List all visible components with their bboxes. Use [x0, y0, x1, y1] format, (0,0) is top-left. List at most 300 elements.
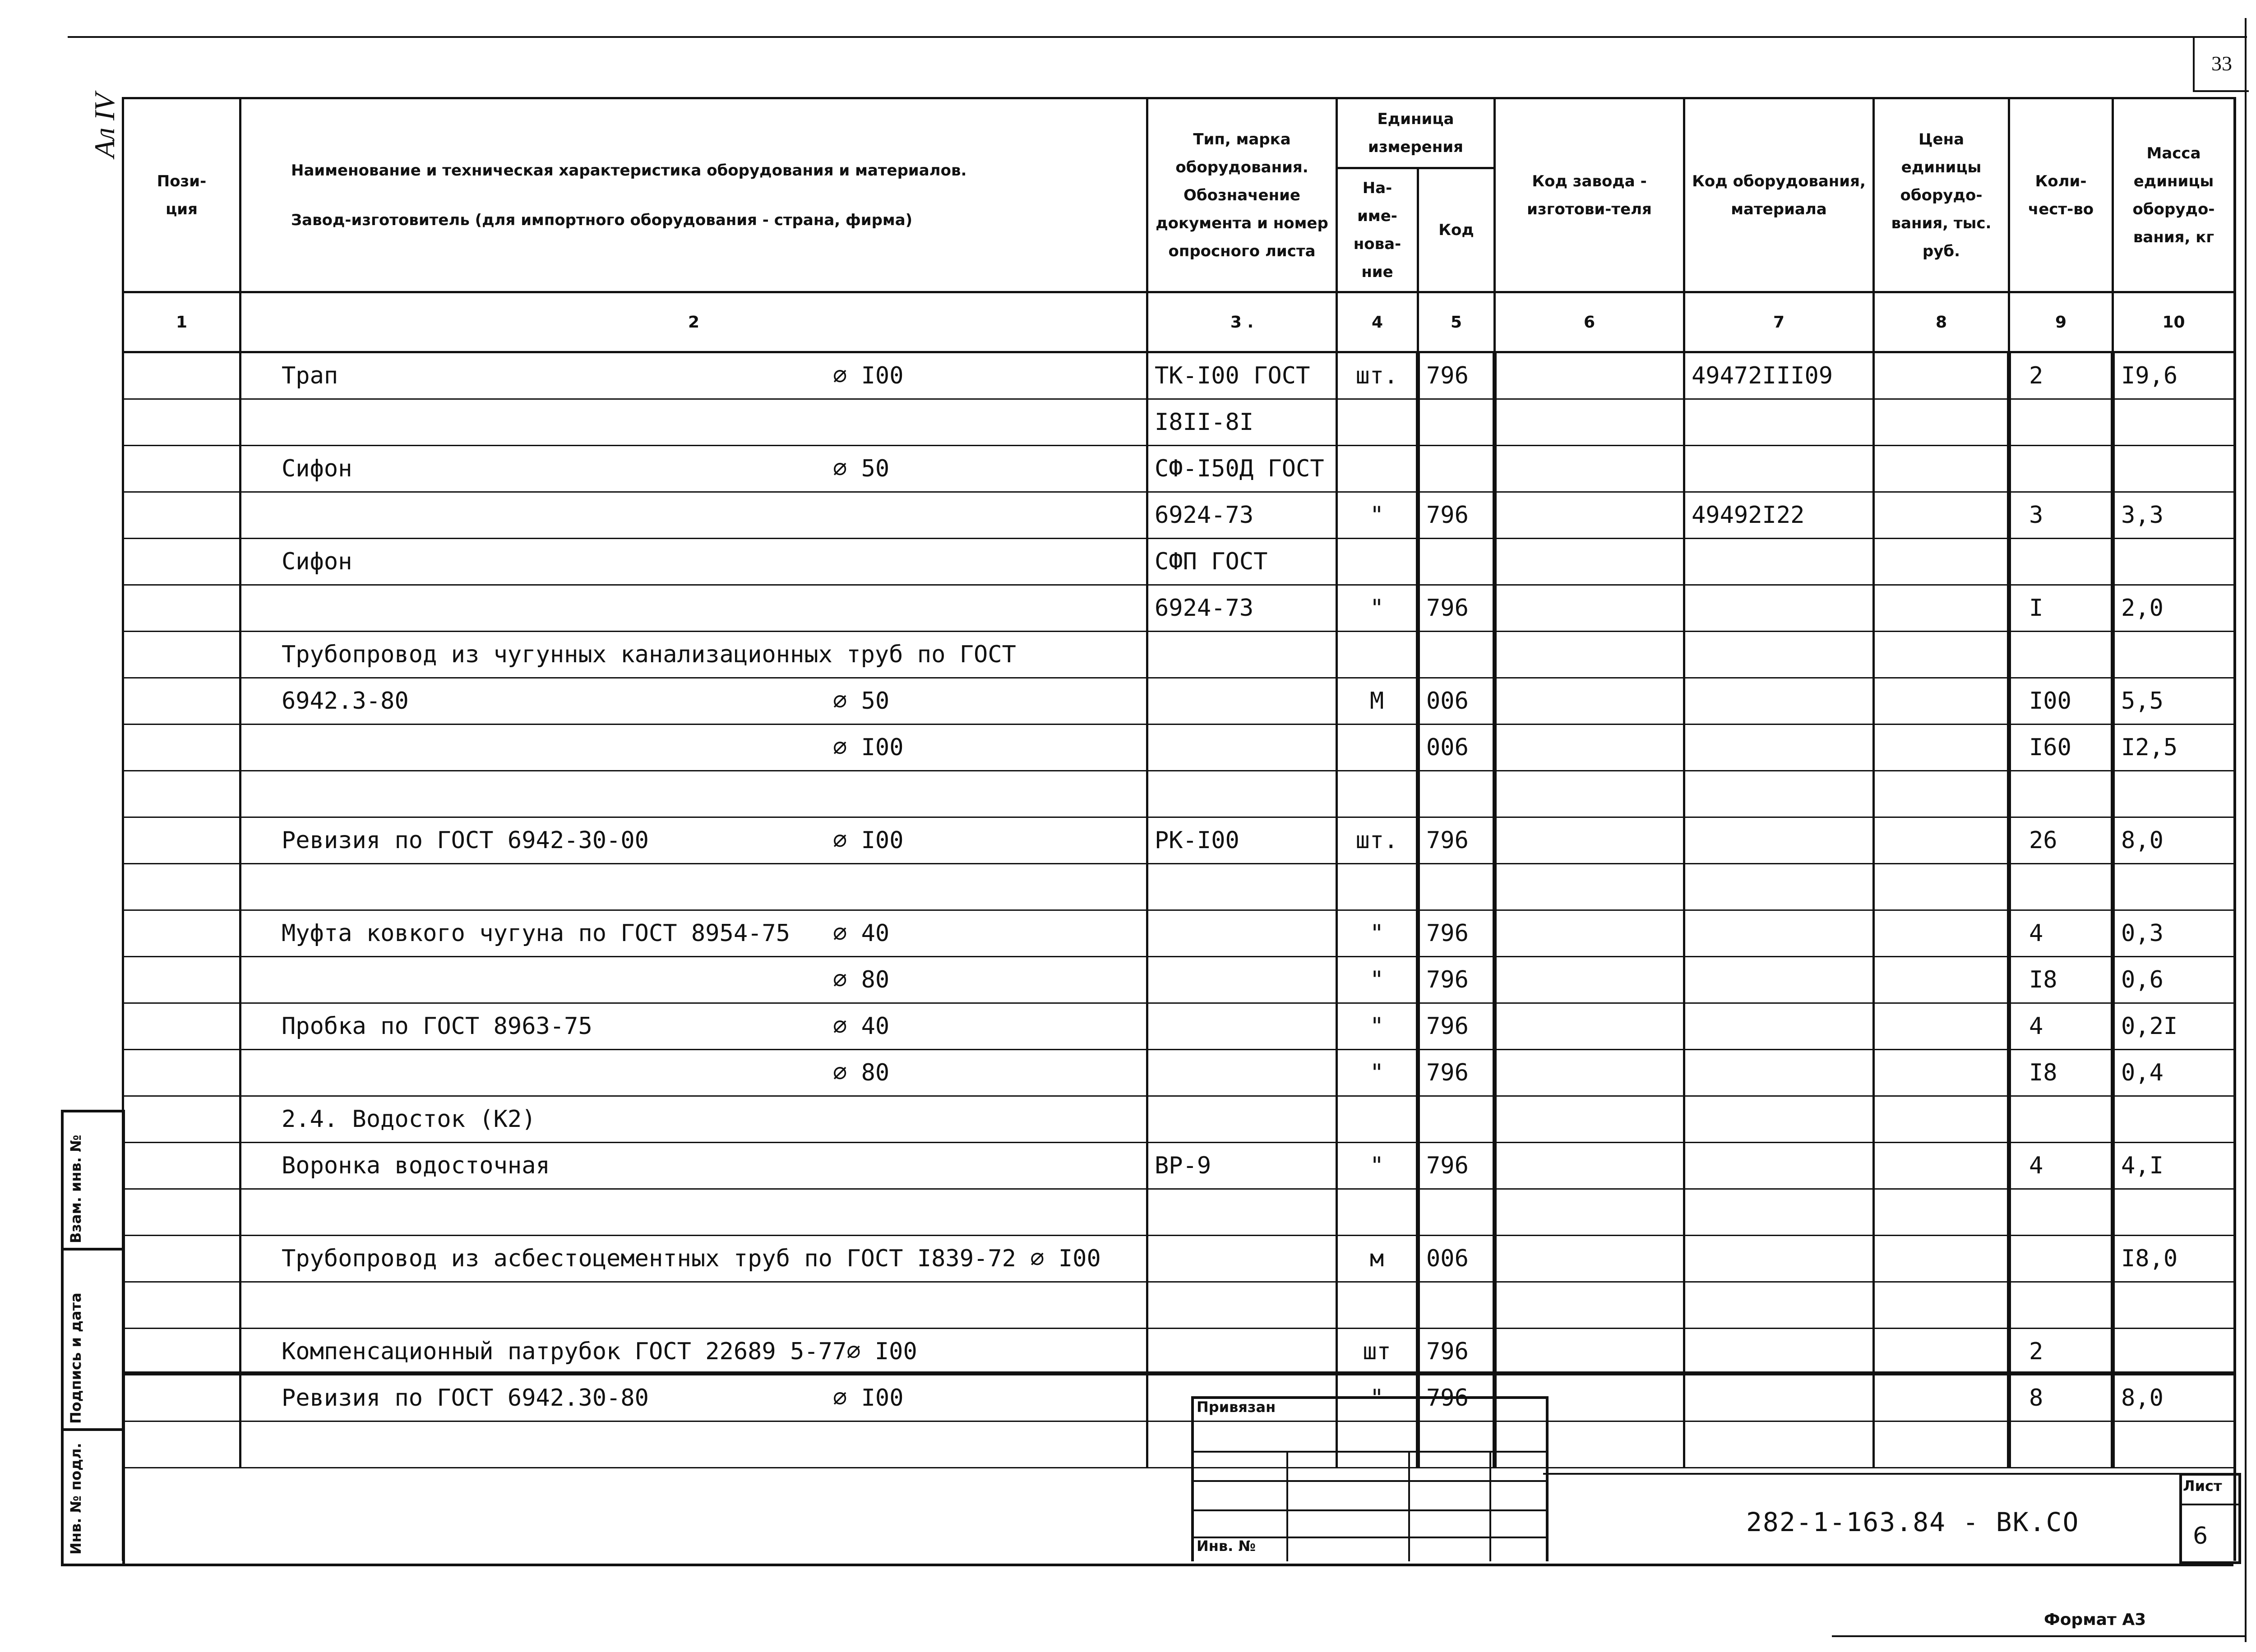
item-diameter: ∅ 40	[833, 1013, 890, 1040]
position-cell	[123, 864, 240, 910]
item-name: Муфта ковкого чугуна по ГОСТ 8954-75	[282, 920, 791, 947]
unit-code-cell: 796	[1418, 352, 1495, 399]
name-cell	[240, 1329, 1147, 1375]
name-cell	[240, 724, 1147, 771]
factory-code-cell	[1495, 352, 1684, 399]
type-cell: РК-I00	[1147, 817, 1337, 864]
item-diameter	[1101, 1245, 1147, 1272]
name-wrap	[248, 688, 1140, 715]
price-cell	[1874, 864, 2009, 910]
unit-cell	[1337, 864, 1418, 910]
bind-row-line	[1194, 1509, 1546, 1511]
frame-left-line	[122, 1371, 125, 1561]
unit-code-cell: 006	[1418, 724, 1495, 771]
format-label: Формат А3	[2044, 1610, 2146, 1629]
side-stamp	[61, 1110, 125, 1566]
type-cell: СФ-I50Д ГОСТ	[1147, 446, 1337, 492]
name-wrap	[248, 1152, 1140, 1179]
factory-code-cell	[1495, 399, 1684, 446]
type-cell	[1147, 1096, 1337, 1143]
unit-code-cell	[1418, 1096, 1495, 1143]
unit-code-cell: 796	[1418, 910, 1495, 957]
name-cell	[240, 1282, 1147, 1329]
unit-code-cell: 006	[1418, 1236, 1495, 1282]
name-wrap	[248, 1106, 1140, 1133]
type-cell: 6924-73	[1147, 585, 1337, 632]
item-diameter	[833, 1152, 968, 1179]
document-code: 282-1-163.84 - ВК.СО	[1746, 1507, 2080, 1537]
price-cell	[1874, 1189, 2009, 1236]
specification-table	[122, 97, 2236, 1468]
format-underline	[1832, 1635, 2245, 1637]
material-code-cell	[1684, 1143, 1874, 1189]
unit-cell	[1337, 1282, 1418, 1329]
price-cell	[1874, 399, 2009, 446]
table-row	[123, 1003, 2235, 1050]
quantity-cell: I8	[2009, 1050, 2113, 1096]
price-cell	[1874, 352, 2009, 399]
factory-code-cell	[1495, 864, 1684, 910]
right-rule	[2245, 18, 2247, 1642]
table-row	[123, 771, 2235, 817]
name-cell	[240, 1143, 1147, 1189]
bind-col-line	[1286, 1451, 1288, 1561]
type-cell	[1147, 678, 1337, 724]
item-diameter: ∅ 50	[833, 455, 890, 482]
unit-cell	[1337, 446, 1418, 492]
bind-row-line	[1194, 1480, 1546, 1482]
unit-cell: "	[1337, 910, 1418, 957]
material-code-cell	[1684, 1003, 1874, 1050]
name-wrap	[248, 548, 1140, 575]
type-cell	[1147, 1236, 1337, 1282]
item-name: Пробка по ГОСТ 8963-75	[282, 1013, 592, 1040]
title-block-line	[1543, 1473, 2236, 1475]
material-code-cell: 49472III09	[1684, 352, 1874, 399]
sheet-mark	[88, 93, 121, 158]
price-cell	[1874, 724, 2009, 771]
table-row	[123, 817, 2235, 864]
header-unit-name: На-име-нова-ние	[1337, 168, 1418, 292]
name-cell	[240, 864, 1147, 910]
material-code-cell	[1684, 1236, 1874, 1282]
type-cell	[1147, 632, 1337, 678]
unit-cell	[1337, 771, 1418, 817]
unit-code-cell	[1418, 632, 1495, 678]
factory-code-cell	[1495, 632, 1684, 678]
mass-cell: 8,0	[2113, 1375, 2235, 1421]
type-cell: ВР-9	[1147, 1143, 1337, 1189]
position-cell	[123, 446, 240, 492]
table-row	[123, 1143, 2235, 1189]
material-code-cell	[1684, 678, 1874, 724]
col-num: 8	[1874, 292, 2009, 352]
binding-block	[1191, 1396, 1549, 1561]
position-cell	[123, 1096, 240, 1143]
mass-cell: I2,5	[2113, 724, 2235, 771]
quantity-cell: I	[2009, 585, 2113, 632]
position-cell	[123, 771, 240, 817]
name-wrap	[248, 920, 1140, 947]
factory-code-cell	[1495, 585, 1684, 632]
unit-code-cell: 796	[1418, 817, 1495, 864]
name-cell	[240, 632, 1147, 678]
name-cell	[240, 352, 1147, 399]
col-num: 6	[1495, 292, 1684, 352]
material-code-cell	[1684, 1282, 1874, 1329]
position-cell	[123, 957, 240, 1003]
mass-cell: 3,3	[2113, 492, 2235, 539]
unit-code-cell: 796	[1418, 1143, 1495, 1189]
factory-code-cell	[1495, 910, 1684, 957]
quantity-cell: 4	[2009, 1143, 2113, 1189]
quantity-cell	[2009, 1282, 2113, 1329]
unit-cell: шт	[1337, 1329, 1418, 1375]
price-cell	[1874, 1050, 2009, 1096]
name-cell	[240, 910, 1147, 957]
unit-code-cell: 796	[1418, 957, 1495, 1003]
quantity-cell	[2009, 1236, 2113, 1282]
mass-cell: I8,0	[2113, 1236, 2235, 1282]
mass-cell	[2113, 539, 2235, 585]
price-cell	[1874, 446, 2009, 492]
unit-cell	[1337, 1096, 1418, 1143]
header-type: Тип, марка оборудования. Обозначение документа и номер опросного листа	[1147, 98, 1337, 292]
quantity-cell	[2009, 399, 2113, 446]
material-code-cell	[1684, 446, 1874, 492]
price-cell	[1874, 492, 2009, 539]
item-name: Сифон	[282, 455, 352, 482]
quantity-cell	[2009, 1189, 2113, 1236]
mass-cell: 5,5	[2113, 678, 2235, 724]
quantity-cell: I00	[2009, 678, 2113, 724]
side-stamp-podpis-cell	[64, 1248, 122, 1431]
col-num: 3 .	[1147, 292, 1337, 352]
unit-code-cell	[1418, 539, 1495, 585]
position-cell	[123, 724, 240, 771]
quantity-cell: 26	[2009, 817, 2113, 864]
factory-code-cell	[1495, 1236, 1684, 1282]
quantity-cell	[2009, 1096, 2113, 1143]
unit-code-cell: 796	[1418, 1375, 1495, 1421]
top-rule	[68, 36, 2247, 38]
header-mass: Масса единицы оборудо-вания, кг	[2113, 98, 2235, 292]
header-position: Пози- ция	[123, 98, 240, 292]
quantity-cell: 3	[2009, 492, 2113, 539]
header-name-line2: Завод-изготовитель (для импортного оборудования - страна, фирма)	[291, 211, 913, 229]
price-cell	[1874, 817, 2009, 864]
table-row	[123, 1282, 2235, 1329]
col-num: 10	[2113, 292, 2235, 352]
position-cell	[123, 492, 240, 539]
name-cell	[240, 492, 1147, 539]
binding-title: Привязан	[1197, 1398, 1276, 1416]
mass-cell	[2113, 771, 2235, 817]
factory-code-cell	[1495, 1189, 1684, 1236]
item-diameter: ∅ 80	[833, 966, 890, 993]
price-cell	[1874, 910, 2009, 957]
unit-code-cell	[1418, 1282, 1495, 1329]
item-name: 2.4. Водосток (К2)	[282, 1106, 536, 1133]
name-cell	[240, 539, 1147, 585]
item-diameter: ∅ I00	[833, 362, 904, 389]
item-diameter	[833, 548, 968, 575]
factory-code-cell	[1495, 1003, 1684, 1050]
item-name: Сифон	[282, 548, 352, 575]
name-wrap	[248, 1338, 1140, 1365]
unit-cell: "	[1337, 492, 1418, 539]
col-num: 1	[123, 292, 240, 352]
name-cell	[240, 1189, 1147, 1236]
mass-cell	[2113, 632, 2235, 678]
position-cell	[123, 910, 240, 957]
unit-cell: М	[1337, 678, 1418, 724]
sheet-box-divider	[2182, 1504, 2238, 1505]
price-cell	[1874, 771, 2009, 817]
material-code-cell	[1684, 957, 1874, 1003]
position-cell	[123, 678, 240, 724]
price-cell	[1874, 1329, 2009, 1375]
header-name	[240, 98, 1147, 292]
unit-cell	[1337, 1189, 1418, 1236]
type-cell	[1147, 1329, 1337, 1375]
name-wrap	[248, 362, 1140, 389]
table-row	[123, 1096, 2235, 1143]
quantity-cell	[2009, 771, 2113, 817]
material-code-cell	[1684, 817, 1874, 864]
mass-cell: 2,0	[2113, 585, 2235, 632]
quantity-cell	[2009, 539, 2113, 585]
quantity-cell	[2009, 632, 2113, 678]
mass-cell: 4,I	[2113, 1143, 2235, 1189]
position-cell	[123, 352, 240, 399]
position-cell	[123, 539, 240, 585]
unit-cell: шт.	[1337, 352, 1418, 399]
type-cell: СФП ГОСТ	[1147, 539, 1337, 585]
factory-code-cell	[1495, 724, 1684, 771]
header-material-code: Код оборудования, материала	[1684, 98, 1874, 292]
side-stamp-inv-podl: Инв. № подл.	[67, 1443, 84, 1555]
table-row	[123, 1236, 2235, 1282]
table-row	[123, 585, 2235, 632]
table-row	[123, 399, 2235, 446]
unit-code-cell	[1418, 399, 1495, 446]
factory-code-cell	[1495, 1143, 1684, 1189]
unit-code-cell: 796	[1418, 492, 1495, 539]
col-num: 5	[1418, 292, 1495, 352]
factory-code-cell	[1495, 1282, 1684, 1329]
unit-code-cell	[1418, 771, 1495, 817]
frame-right-line	[2233, 97, 2236, 1561]
sheet-label: Лист	[2183, 1477, 2222, 1495]
material-code-cell	[1684, 724, 1874, 771]
unit-cell	[1337, 632, 1418, 678]
header-unit-group: Единица измерения	[1337, 98, 1495, 168]
mass-cell: 0,2I	[2113, 1003, 2235, 1050]
table-row	[123, 492, 2235, 539]
side-stamp-vzam: Взам. инв. №	[67, 1135, 84, 1243]
position-cell	[123, 1189, 240, 1236]
name-cell	[240, 1003, 1147, 1050]
position-cell	[123, 1329, 240, 1375]
name-cell	[240, 446, 1147, 492]
col-num: 2	[240, 292, 1147, 352]
side-stamp-inv-cell	[64, 1428, 122, 1558]
type-cell	[1147, 1282, 1337, 1329]
factory-code-cell	[1495, 1050, 1684, 1096]
unit-cell: "	[1337, 1003, 1418, 1050]
mass-cell	[2113, 864, 2235, 910]
name-cell	[240, 678, 1147, 724]
table-row	[123, 1329, 2235, 1375]
item-diameter: ∅ 50	[833, 688, 890, 715]
table-row	[123, 678, 2235, 724]
material-code-cell	[1684, 1096, 1874, 1143]
position-cell	[123, 1003, 240, 1050]
price-cell	[1874, 957, 2009, 1003]
unit-code-cell: 006	[1418, 678, 1495, 724]
factory-code-cell	[1495, 957, 1684, 1003]
unit-code-cell	[1418, 864, 1495, 910]
material-code-cell: 49492I22	[1684, 492, 1874, 539]
name-cell	[240, 585, 1147, 632]
table-row	[123, 352, 2235, 399]
type-cell	[1147, 864, 1337, 910]
name-cell	[240, 1050, 1147, 1096]
unit-cell: "	[1337, 1050, 1418, 1096]
item-name: Трубопровод из чугунных канализационных труб по ГОСТ	[282, 641, 1016, 668]
item-name: Ревизия по ГОСТ 6942.30-80	[282, 1384, 649, 1412]
item-diameter	[1016, 641, 1147, 668]
position-cell	[123, 1050, 240, 1096]
factory-code-cell	[1495, 678, 1684, 724]
table-row	[123, 957, 2235, 1003]
type-cell	[1147, 910, 1337, 957]
table-row	[123, 539, 2235, 585]
price-cell	[1874, 585, 2009, 632]
item-name: Трап	[282, 362, 338, 389]
table-row	[123, 632, 2235, 678]
specification-body	[123, 352, 2235, 1468]
quantity-cell: 2	[2009, 352, 2113, 399]
name-cell	[240, 1096, 1147, 1143]
material-code-cell	[1684, 1189, 1874, 1236]
type-cell	[1147, 1189, 1337, 1236]
item-diameter: ∅ I00	[833, 827, 904, 854]
col-num: 4	[1337, 292, 1418, 352]
quantity-cell: I60	[2009, 724, 2113, 771]
name-wrap	[248, 455, 1140, 482]
unit-cell	[1337, 539, 1418, 585]
item-diameter	[833, 1106, 968, 1133]
mass-cell	[2113, 1282, 2235, 1329]
table-row	[123, 910, 2235, 957]
mass-cell	[2113, 1189, 2235, 1236]
item-name: Ревизия по ГОСТ 6942-30-00	[282, 827, 649, 854]
mass-cell: 8,0	[2113, 817, 2235, 864]
material-code-cell	[1684, 910, 1874, 957]
position-cell	[123, 399, 240, 446]
header-unit-code: Код	[1418, 168, 1495, 292]
material-code-cell	[1684, 399, 1874, 446]
price-cell	[1874, 1236, 2009, 1282]
unit-cell: м	[1337, 1236, 1418, 1282]
unit-code-cell: 796	[1418, 1050, 1495, 1096]
mass-cell: 0,4	[2113, 1050, 2235, 1096]
name-wrap	[248, 1013, 1140, 1040]
item-diameter: ∅ I00	[846, 1338, 917, 1365]
header-name-line1: Наименование и техническая характеристика оборудования и материалов.	[291, 161, 967, 180]
unit-code-cell: 796	[1418, 1329, 1495, 1375]
quantity-cell: 8	[2009, 1375, 2113, 1421]
factory-code-cell	[1495, 492, 1684, 539]
unit-cell	[1337, 724, 1418, 771]
type-cell: 6924-73	[1147, 492, 1337, 539]
name-wrap	[248, 1245, 1140, 1272]
mass-cell	[2113, 1329, 2235, 1375]
price-cell	[1874, 1143, 2009, 1189]
name-wrap	[248, 641, 1140, 668]
unit-cell: "	[1337, 585, 1418, 632]
mass-cell	[2113, 399, 2235, 446]
price-cell	[1874, 632, 2009, 678]
inventory-label: Инв. №	[1197, 1537, 1256, 1555]
name-wrap	[248, 966, 1140, 993]
bind-row-line	[1194, 1451, 1546, 1453]
item-name: 6942.3-80	[282, 688, 409, 715]
position-cell	[123, 1282, 240, 1329]
material-code-cell	[1684, 1050, 1874, 1096]
material-code-cell	[1684, 1329, 1874, 1375]
price-cell	[1874, 539, 2009, 585]
table-row	[123, 446, 2235, 492]
name-cell	[240, 771, 1147, 817]
material-code-cell	[1684, 771, 1874, 817]
col-num: 9	[2009, 292, 2113, 352]
price-cell	[1874, 678, 2009, 724]
position-cell	[123, 632, 240, 678]
position-cell	[123, 585, 240, 632]
item-diameter: ∅ 40	[833, 920, 890, 947]
factory-code-cell	[1495, 1329, 1684, 1375]
item-name: Компенсационный патрубок ГОСТ 22689 5-77	[282, 1338, 847, 1365]
sheet-number: 6	[2193, 1523, 2208, 1550]
item-name: Трубопровод из асбестоцементных труб по ГОСТ I839-72 ∅ I00	[282, 1245, 1101, 1272]
column-numbers-row	[123, 292, 2235, 352]
material-code-cell	[1684, 632, 1874, 678]
unit-code-cell	[1418, 446, 1495, 492]
mass-cell: 0,3	[2113, 910, 2235, 957]
item-name: Воронка водосточная	[282, 1152, 550, 1179]
factory-code-cell	[1495, 1096, 1684, 1143]
quantity-cell	[2009, 864, 2113, 910]
factory-code-cell	[1495, 446, 1684, 492]
table-row	[123, 724, 2235, 771]
type-cell	[1147, 771, 1337, 817]
price-cell	[1874, 1282, 2009, 1329]
item-diameter: ∅ I00	[833, 734, 904, 761]
type-cell	[1147, 1050, 1337, 1096]
unit-cell: "	[1337, 1143, 1418, 1189]
unit-cell: "	[1337, 957, 1418, 1003]
name-cell	[240, 1236, 1147, 1282]
factory-code-cell	[1495, 771, 1684, 817]
name-cell	[240, 817, 1147, 864]
factory-code-cell	[1495, 817, 1684, 864]
mass-cell	[2113, 446, 2235, 492]
quantity-cell: 4	[2009, 1003, 2113, 1050]
name-cell	[240, 957, 1147, 1003]
